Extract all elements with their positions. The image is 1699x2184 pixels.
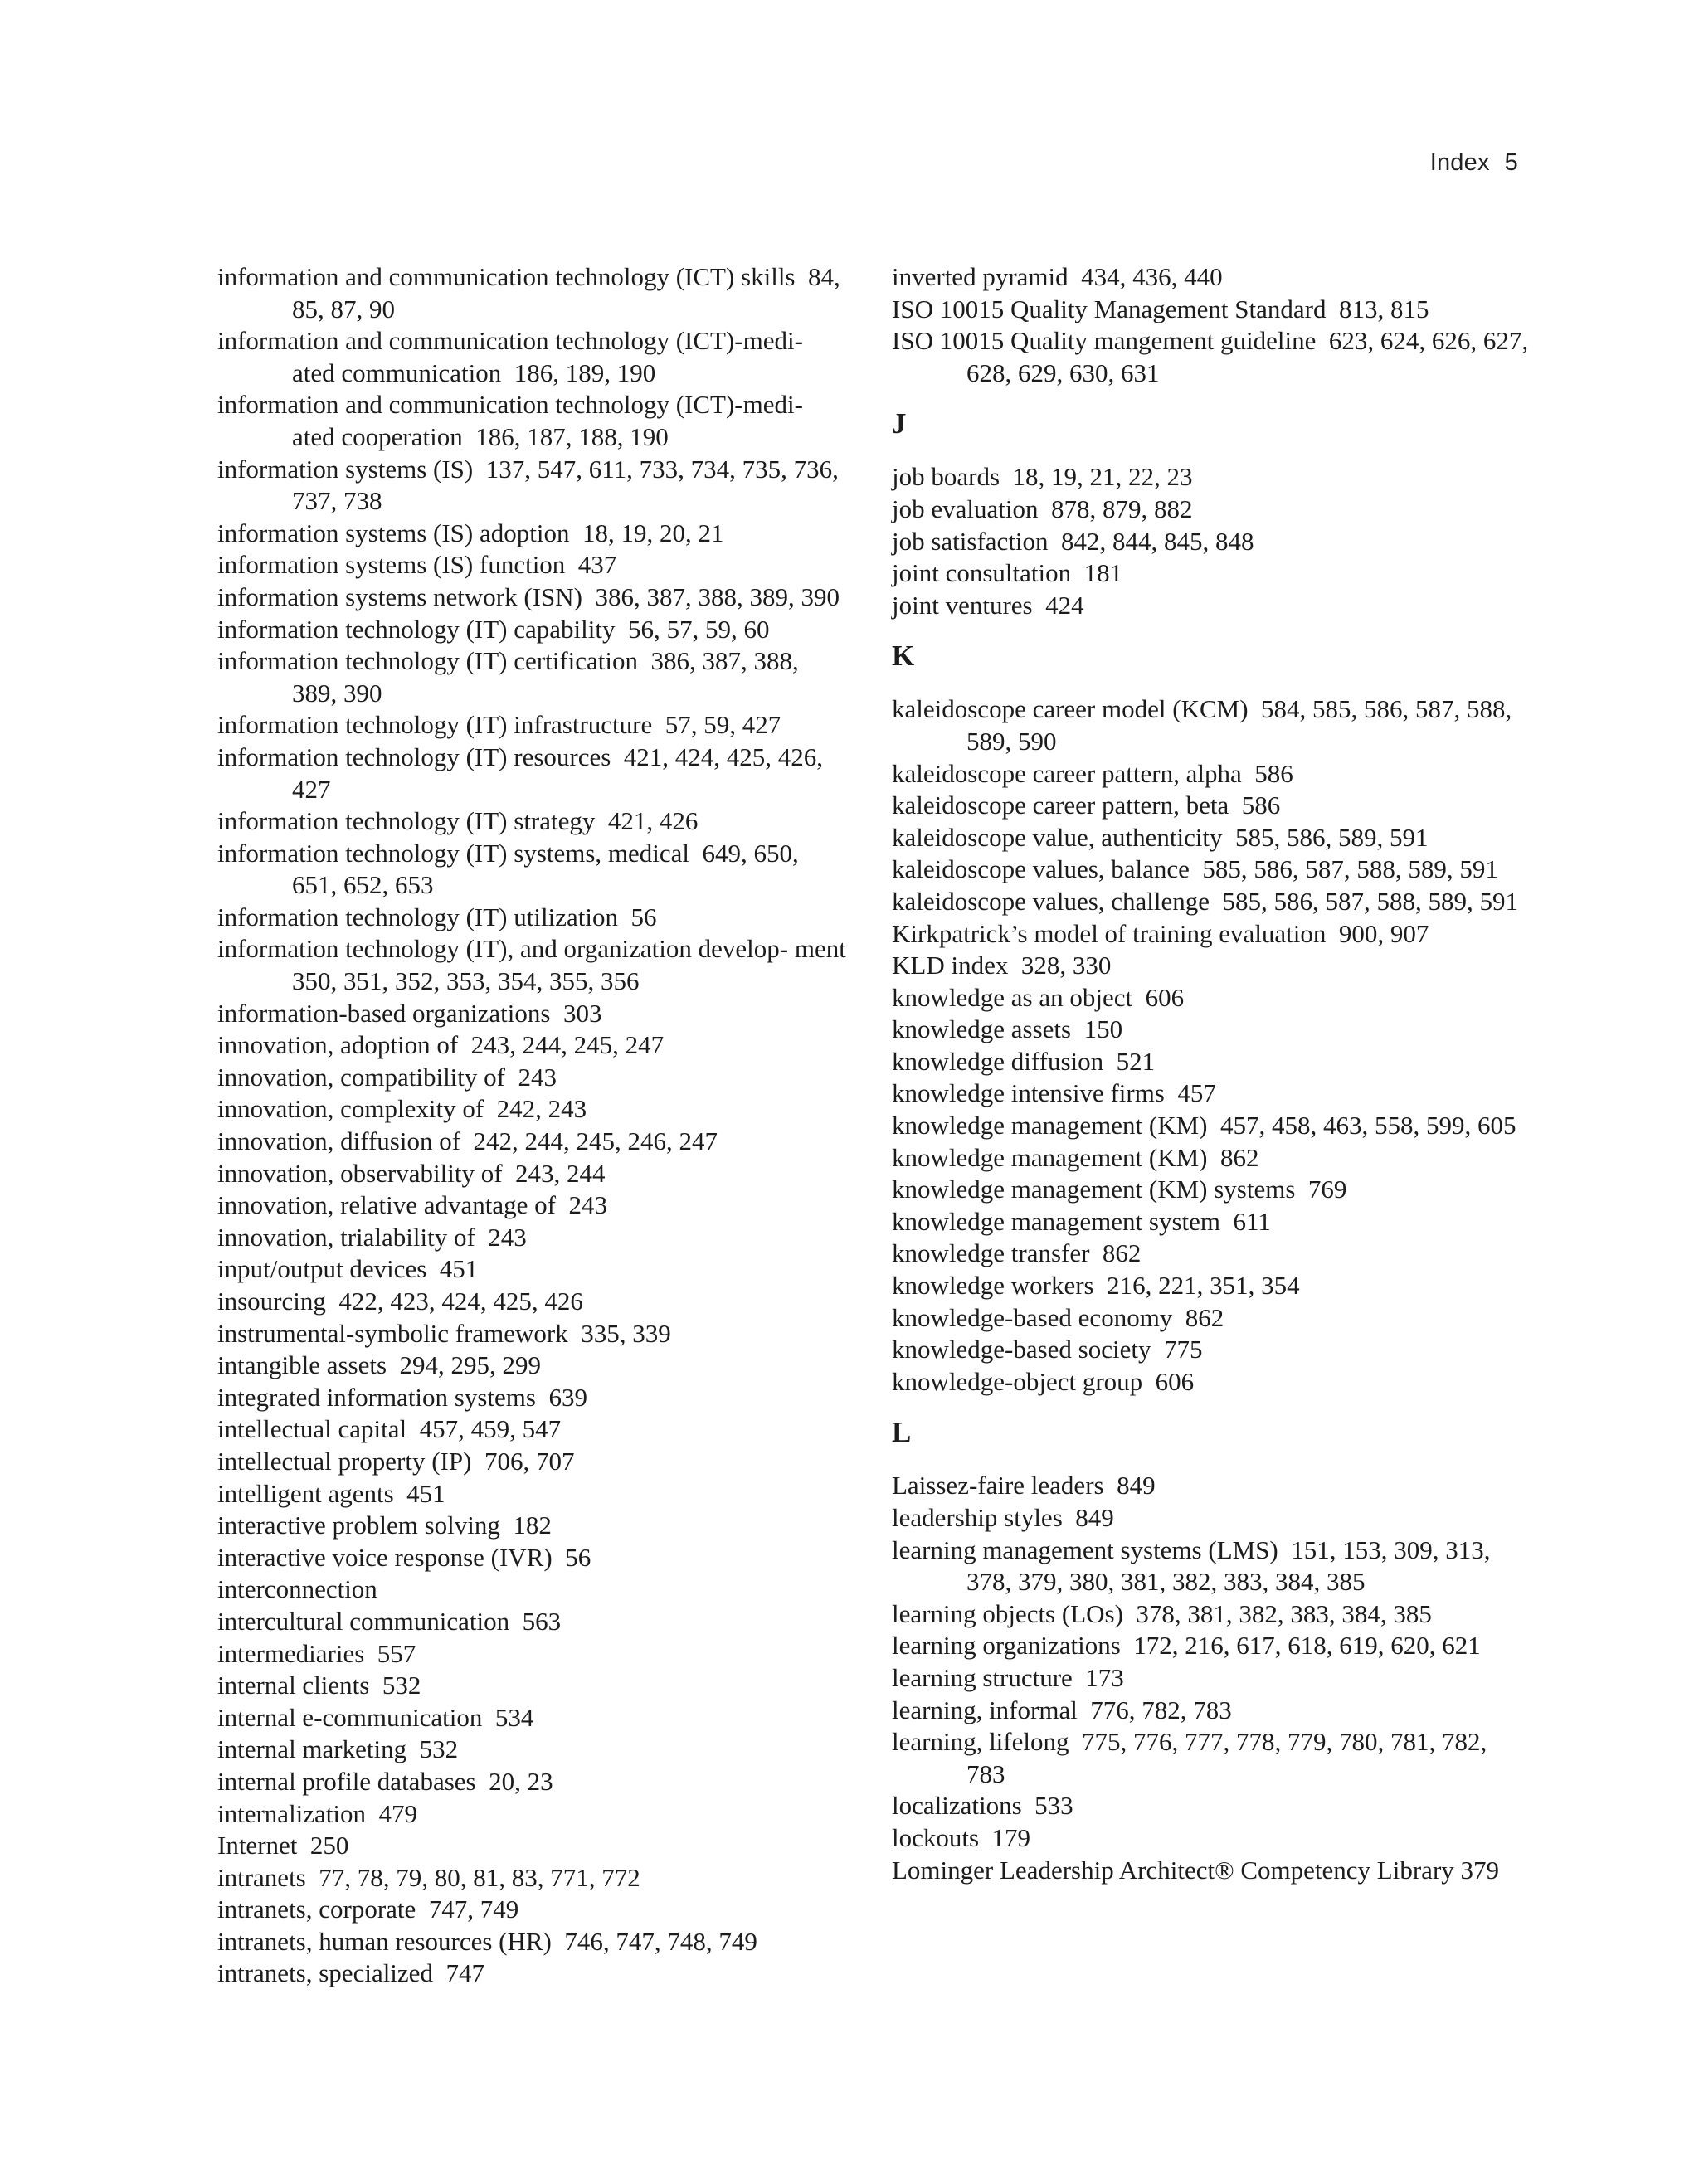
- index-entry: intercultural communication 563: [217, 1606, 562, 1636]
- letter-heading-l: L: [892, 1416, 912, 1449]
- index-entry: information-based organizations 303: [217, 998, 602, 1028]
- index-entry: insourcing 422, 423, 424, 425, 426: [217, 1287, 583, 1316]
- index-entry: inverted pyramid 434, 436, 440: [892, 262, 1223, 291]
- index-entry: intellectual capital 457, 459, 547: [217, 1414, 562, 1444]
- section-title: Index: [1429, 149, 1490, 176]
- index-entry: information systems (IS) function 437: [217, 550, 617, 580]
- index-entry: information technology (IT) infrastructure 57, 59, 427: [217, 710, 781, 740]
- index-entry: Kirkpatrick’s model of training evaluation 900, 907: [892, 918, 1429, 948]
- index-entry: learning organizations 172, 216, 617, 618, 619, 620, 621: [892, 1631, 1481, 1661]
- running-head: [1430, 149, 1518, 177]
- index-entry: information technology (IT) utilization 56: [217, 902, 657, 931]
- index-entry: knowledge-based economy 862: [892, 1302, 1224, 1332]
- index-entry: kaleidoscope values, challenge 585, 586, 587, 588, 589, 591: [892, 886, 1519, 916]
- index-entry: internal profile databases 20, 23: [217, 1766, 553, 1796]
- letter-heading-k: K: [892, 640, 915, 673]
- index-entry: knowledge workers 216, 221, 351, 354: [892, 1271, 1300, 1301]
- index-entry: ISO 10015 Quality mangement guideline 623, 624, 626, 627, 628, 629, 630, 631: [892, 326, 1535, 387]
- index-entry: information technology (IT) certification 386, 387, 388, 389, 390: [217, 646, 806, 708]
- index-entry: information systems network (ISN) 386, 387, 388, 389, 390: [217, 581, 840, 611]
- index-entry: lockouts 179: [892, 1822, 1031, 1852]
- index-entry: intangible assets 294, 295, 299: [217, 1350, 542, 1380]
- index-entry: knowledge-object group 606: [892, 1366, 1195, 1396]
- page-number: 5: [1504, 149, 1518, 176]
- index-entry: information systems (IS) adoption 18, 19, 20, 21: [217, 518, 724, 547]
- index-group-i: [892, 261, 1535, 389]
- index-entry: ISO 10015 Quality Management Standard 813, 815: [892, 294, 1429, 323]
- index-entry: internalization 479: [217, 1798, 418, 1828]
- index-entry: integrated information systems 639: [217, 1382, 587, 1412]
- index-entry: internal marketing 532: [217, 1734, 459, 1764]
- index-entry: kaleidoscope career pattern, alpha 586: [892, 758, 1293, 788]
- index-entry: knowledge management (KM) 862: [892, 1142, 1259, 1172]
- index-entry: input/output devices 451: [217, 1254, 479, 1284]
- index-entry: intermediaries 557: [217, 1638, 416, 1668]
- index-entry: job evaluation 878, 879, 882: [892, 494, 1193, 523]
- index-entry: intelligent agents 451: [217, 1478, 445, 1508]
- index-entry: information technology (IT) strategy 421, 426: [217, 806, 699, 836]
- index-entry: interactive voice response (IVR) 56: [217, 1542, 591, 1572]
- index-entry: innovation, observability of 243, 244: [217, 1158, 606, 1188]
- index-entry: kaleidoscope values, balance 585, 586, 587, 588, 589, 591: [892, 854, 1498, 884]
- index-entry: knowledge assets 150: [892, 1014, 1123, 1044]
- index-entry: knowledge transfer 862: [892, 1238, 1142, 1268]
- index-entry: knowledge management (KM) 457, 458, 463, 558, 599, 605: [892, 1111, 1516, 1141]
- index-entry: leadership styles 849: [892, 1503, 1114, 1532]
- index-entry: intellectual property (IP) 706, 707: [217, 1446, 575, 1476]
- index-entry: learning, informal 776, 782, 783: [892, 1695, 1232, 1724]
- index-entry: information technology (IT), and organization develop- ment 350, 351, 352, 353, 354, 355, 356: [217, 934, 859, 996]
- index-entry: interactive problem solving 182: [217, 1510, 552, 1540]
- index-entry: learning objects (LOs) 378, 381, 382, 383, 384, 385: [892, 1598, 1432, 1628]
- index-group-j: [892, 461, 1531, 621]
- index-entry: innovation, complexity of 242, 243: [217, 1094, 587, 1124]
- index-entry: innovation, trialability of 243: [217, 1222, 527, 1252]
- index-entry: learning structure 173: [892, 1662, 1124, 1692]
- index-entry: intranets, specialized 747: [217, 1958, 484, 1988]
- index-entry: intranets, human resources (HR) 746, 747, 748, 749: [217, 1926, 757, 1956]
- index-entry: Laissez-faire leaders 849: [892, 1471, 1156, 1501]
- index-entry: localizations 533: [892, 1791, 1073, 1821]
- index-entry: job satisfaction 842, 844, 845, 848: [892, 526, 1254, 556]
- index-entry: knowledge intensive firms 457: [892, 1078, 1216, 1108]
- index-group-l: [892, 1470, 1531, 1886]
- index-entry: joint ventures 424: [892, 590, 1084, 620]
- index-entry: innovation, compatibility of 243: [217, 1062, 557, 1092]
- index-entry: intranets 77, 78, 79, 80, 81, 83, 771, 772: [217, 1862, 640, 1892]
- index-entry: knowledge management system 611: [892, 1206, 1271, 1236]
- index-group-k: [892, 693, 1531, 1398]
- index-entry: kaleidoscope career model (KCM) 584, 585, 586, 587, 588, 589, 590: [892, 694, 1519, 756]
- index-column-left: [217, 261, 859, 1990]
- index-entry: KLD index 328, 330: [892, 951, 1112, 980]
- index-entry: innovation, diffusion of 242, 244, 245, 246, 247: [217, 1126, 718, 1156]
- index-entry: innovation, relative advantage of 243: [217, 1190, 608, 1220]
- index-entry: learning, lifelong 775, 776, 777, 778, 779, 780, 781, 782, 783: [892, 1727, 1493, 1788]
- index-entry: interconnection: [217, 1574, 377, 1604]
- index-entry: knowledge as an object 606: [892, 982, 1185, 1012]
- index-entry: innovation, adoption of 243, 244, 245, 247: [217, 1030, 665, 1060]
- index-entry: kaleidoscope value, authenticity 585, 586, 589, 591: [892, 822, 1429, 852]
- index-entry: internal e-communication 534: [217, 1702, 534, 1732]
- index-entry: knowledge diffusion 521: [892, 1046, 1156, 1076]
- index-entry: joint consultation 181: [892, 558, 1123, 588]
- index-column-right: [892, 261, 1535, 1886]
- index-entry: knowledge-based society 775: [892, 1335, 1203, 1364]
- letter-heading-j: J: [892, 407, 907, 440]
- index-entry: internal clients 532: [217, 1671, 421, 1700]
- index-entry: Lominger Leadership Architect® Competency Library 379: [892, 1855, 1500, 1885]
- index-entry: information technology (IT) systems, medical 649, 650, 651, 652, 653: [217, 838, 806, 900]
- index-entry: information and communication technology (ICT)-medi- ated communication 186, 189, 190: [217, 326, 810, 387]
- index-entry: knowledge management (KM) systems 769: [892, 1175, 1347, 1204]
- index-entry: kaleidoscope career pattern, beta 586: [892, 790, 1281, 820]
- index-entry: job boards 18, 19, 21, 22, 23: [892, 462, 1193, 492]
- index-entry: information technology (IT) capability 56, 57, 59, 60: [217, 614, 770, 644]
- index-entry: intranets, corporate 747, 749: [217, 1895, 519, 1924]
- index-entry: information and communication technology (ICT) skills 84, 85, 87, 90: [217, 262, 847, 323]
- index-entry: instrumental-symbolic framework 335, 339: [217, 1318, 671, 1348]
- index-entry: information technology (IT) resources 421, 424, 425, 426, 427: [217, 742, 830, 804]
- index-entry: learning management systems (LMS) 151, 153, 309, 313, 378, 379, 380, 381, 382, 383, 384, 385: [892, 1535, 1497, 1597]
- index-entry: Internet 250: [217, 1831, 349, 1861]
- index-entry: information systems (IS) 137, 547, 611, 733, 734, 735, 736, 737, 738: [217, 454, 845, 516]
- index-entry: information and communication technology (ICT)-medi- ated cooperation 186, 187, 188, 190: [217, 390, 810, 451]
